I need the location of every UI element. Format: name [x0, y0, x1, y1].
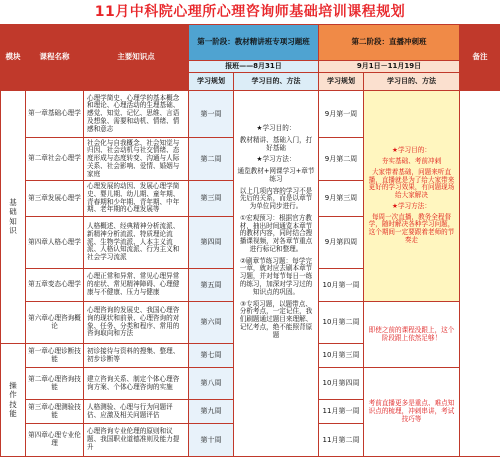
course-name: 第六章心理咨询概论 — [26, 302, 84, 344]
stage1-step-special: ③专项习题，以题带点、分析考点，一定记住，我们刷题通过题目来理解、记忆考点，绝不能照背原题 — [239, 299, 313, 339]
stage1-study-goal-header: 学习目的、方法 — [234, 73, 319, 91]
stage1-week: 第六周 — [189, 302, 234, 344]
stage1-study-plan-header: 学习规划 — [189, 73, 234, 91]
remarks-cell — [460, 91, 500, 457]
module-skills: 操作技能 — [1, 344, 26, 457]
stage1-week: 第十周 — [189, 424, 234, 457]
stage1-week: 第一周 — [189, 91, 234, 138]
course-points: 心理发展的动因、发展心理学简史、婴儿期、幼儿期、童年期、青春期和少年期、青年期、中年期、老年期的心理发展等 — [84, 181, 189, 217]
stage1-week: 第二周 — [189, 138, 234, 181]
page-title: 11月中科院心理所心理咨询师基础培训课程规划 — [94, 4, 406, 20]
header-course-name: 课程名称 — [26, 25, 84, 91]
course-points: 心理咨询专业伦理的原则和议题、我国职业道德准则及能力提升 — [84, 424, 189, 457]
stage1-week: 第九周 — [189, 400, 234, 424]
course-points: 人格测验、心理与行为问题评估、应激及相关问题评估 — [84, 400, 189, 424]
course-name: 第五章变态心理学 — [26, 269, 84, 302]
stage2-date: 9月1日－11月19日 — [319, 61, 460, 73]
course-name: 第一章心理诊断技能 — [26, 344, 84, 368]
course-name: 第四章心理专业伦理 — [26, 424, 84, 457]
stage2-week: 9月第四周 — [319, 217, 364, 269]
stage1-week: 第五周 — [189, 269, 234, 302]
course-name: 第二章社会心理学 — [26, 138, 84, 181]
stage1-learning-notes — [234, 91, 319, 457]
stage1-week: 第三周 — [189, 181, 234, 217]
stage1-method-text: 通览教材+网课学习+章节练习 — [237, 167, 315, 183]
stage2-week: 10月第二周 — [319, 302, 364, 344]
stage1-goal-heading: ★学习目的： — [256, 124, 296, 132]
stage2-study-goal-header: 学习目的、方法 — [364, 73, 460, 91]
stage2-title: 第二阶段：直播冲刺班 — [319, 25, 460, 61]
stage1-week: 第八周 — [189, 368, 234, 400]
course-points: 初诊接待与资料的搜集、整理、初步诊断等 — [84, 344, 189, 368]
stage1-date: 报班——8月31日 — [189, 61, 319, 73]
stage1-title: 第一阶段：教材精讲班专项习题班 — [189, 25, 319, 61]
course-points: 建立咨询关系、制定个体心理咨询方案、个体心理咨询的实施 — [84, 368, 189, 400]
header-key-points: 主要知识点 — [84, 25, 189, 91]
course-points: 心理咨询的发展史、我国心理咨询的现状和前景、心理咨询的对象、任务、分类和程序、常用的咨询取向和方法 — [84, 302, 189, 344]
stage2-goal-text: 夯实基础、考前冲刺 — [381, 157, 442, 166]
header-module: 模块 — [1, 25, 26, 91]
course-points: 人格概述、经典精神分析流派、新精神分析流派、特质理论流派、生物学流派、人本主义流派、人格认知流派、行为主义和社会学习流派 — [84, 217, 189, 269]
stage2-week: 9月第二周 — [319, 138, 364, 181]
stage2-week: 10月第三周 — [319, 344, 364, 368]
stage2-method-heading: ★学习方法： — [392, 201, 431, 210]
stage2-method-text: 每周一次直播，教务全程督学，随时解决各种学习问题，这个期间一定要跟着老师的节奏走 — [368, 212, 455, 244]
stage1-week: 第七周 — [189, 344, 234, 368]
course-points: 心理学简史、心理学的基本概念和理论、心理活动的生理基础、感觉、知觉、记忆、思维、言语及想象、需要和动机、情绪、情感和意志 — [84, 91, 189, 138]
stage2-week: 9月第三周 — [319, 181, 364, 217]
stage2-review-note: 即使之前的课程没跟上，这个阶段跟上依然足够！ — [364, 302, 460, 368]
stage2-week: 9月第一周 — [319, 91, 364, 138]
stage2-week: 11月第二周 — [319, 424, 364, 457]
header-remarks: 备注 — [460, 25, 500, 91]
course-name: 第三章心理测验技能 — [26, 400, 84, 424]
stage1-goal-text: 教材精讲、基础入门，打好基础 — [239, 135, 313, 152]
stage1-week: 第四周 — [189, 217, 234, 269]
course-points: 心理正常和异常、常见心理异常的症状、常见精神障碍、心理健康与不健康、压力与健康 — [84, 269, 189, 302]
course-name: 第二章心理咨询技能 — [26, 368, 84, 400]
stage1-method-heading: ★学习方法： — [256, 155, 296, 164]
stage2-week: 10月第四周 — [319, 368, 364, 400]
stage2-week: 11月第一周 — [319, 400, 364, 424]
stage2-study-plan-header: 学习规划 — [319, 73, 364, 91]
stage2-intro: 大家带着基础，问题来听直播，直播就是为了给大家带来更好的学习效果，有问题现场给大家解决 — [368, 167, 455, 200]
course-plan-table — [0, 24, 500, 457]
stage2-sprint-note: 考前直播更多是重点、难点知识点的梳理，冲刺串讲，考试技巧等 — [364, 368, 460, 457]
stage2-learning-notes — [364, 91, 460, 302]
stage1-step-practice: ②刷章节练习题：每学完一章，就对应去刷本章节习题，并对每节每日一练的练习，加深对学习过的知识点的巩固。 — [239, 256, 313, 296]
stage2-week: 10月第一周 — [319, 269, 364, 302]
module-basic: 基础知识 — [1, 91, 26, 344]
course-name: 第四章人格心理学 — [26, 217, 84, 269]
stage2-goal-heading: ★学习目的： — [392, 146, 431, 155]
stage1-step-preview: ①宏观预习：根据官方教材，抽出时间通览本章节的教材内容，同时结合搜播课视频，对各章节重点进行标记和整理。 — [239, 213, 313, 253]
course-name: 第三章发展心理学 — [26, 181, 84, 217]
stage1-method-detail: 以上几项内容的学习不是先后的关系，而是以章节为单位同步进行。 — [239, 186, 313, 211]
course-points: 社会化与自我概念、社会知觉与归因、社会动机与社交情绪、态度形成与态度转变、沟通与人际关系、社会影响、爱情、婚姻与家庭 — [84, 138, 189, 181]
course-name: 第一章基础心理学 — [26, 91, 84, 138]
